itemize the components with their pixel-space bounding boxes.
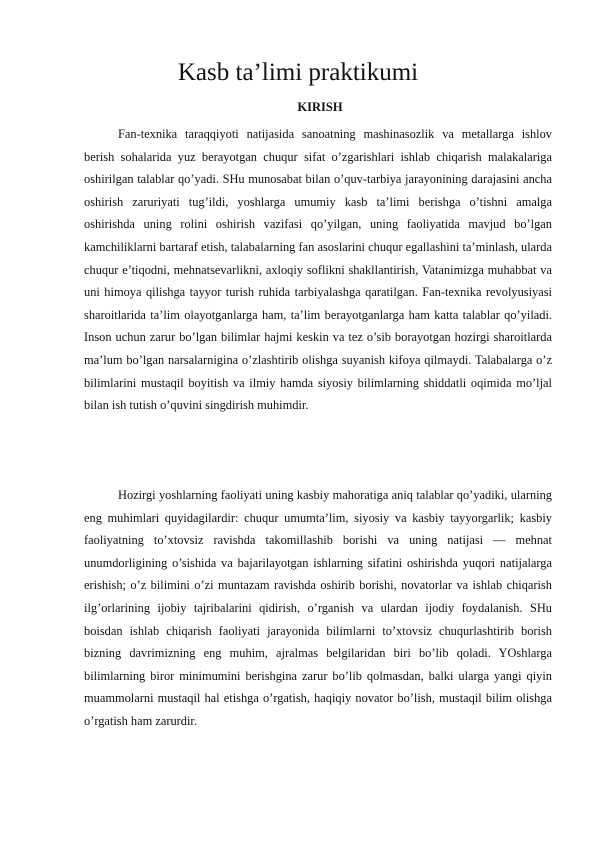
section-heading: KIRISH (297, 100, 343, 114)
document-title: Kasb ta’limi praktikumi (177, 59, 419, 86)
paragraph-1-text: Fan-texnika taraqqiyoti natijasida sanoatning mashinasozlik va metallarga ishlov berish sohalarida yuz berayotgan chuqur sifat o’zgarishlari ishlab chiqarish malakalariga oshirilgan talablar qo’yadi. SHu munosabat bilan o’quv-tarbiya jarayonining darajasini ancha oshirish zaruriyati tug’ildi, yoshlarga umumiy kasb ta’limi berishga o’tishni amalga oshirishda uning rolini oshirish vazifasi qo’yilgan, uning faoliyatida mavjud bo’lgan kamchiliklarni bartaraf etish, talabalarning fan asoslarini chuqur egallashini ta’minlash, ularda chuqur e’tiqodni, mehnatsevarlikni, axloqiy soflikni shakllantirish, Vatanimizga muhabbat va uni himoya qilishga tayyor turish ruhida tarbiyalashga qaratilgan. Fan-texnika revolyusiyasi sharoitlarida ta’lim olayotganlarga ham, ta’lim berayotganlarga ham katta talablar qo’yiladi. Inson uchun zarur bo’lgan bilimlar hajmi keskin va tez o’sib borayotgan hozirgi sharoitlarda ma’lum bo’lgan narsalarnigina o’zlashtirib olishga suyanish kifoya qilmaydi. Talabalarga o’z bilimlarini mustaqil boyitish va ilmiy hamda siyosiy bilimlarning shiddatli oqimida mo’ljal bilan ish tutish o’quvini singdirish muhimdir. (84, 127, 552, 413)
paragraph-2 (84, 484, 552, 733)
paragraph-2-text: Hozirgi yoshlarning faoliyati uning kasbiy mahoratiga aniq talablar qo’yadiki, ularning eng muhimlari quyidagilardir: chuqur umumta’lim, siyosiy va kasbiy tayyorgarlik; kasbiy faoliyatning to’xtovsiz ravishda takomillashib borishi va uning natijasi — mehnat unumdorligining o’sishida va bajarilayotgan ishlarning sifatini oshirishda yuqori natijalarga erishish; o’z bilimini o’zi muntazam ravishda oshirib borishi, novatorlar va ishlab chiqarish ilg’orlarining ijobiy tajribalarini qidirish, o’rganish va ulardan ijodiy foydalanish. SHu boisdan ishlab chiqarish faoliyati jarayonida bilimlarni to’xtovsiz chuqurlashtirib borish bizning davrimizning eng muhim, ajralmas belgilaridan biri bo’lib qoladi. YOshlarga bilimlarning biror minimumini berishgina zarur bo’lib qolmasdan, balki ularga yangi qiyin muammolarni mustaqil hal etishga o’rgatish, haqiqiy novator bo’lish, mustaqil bilim olishga o’rgatish ham zarurdir. (84, 488, 552, 728)
paragraph-1 (84, 123, 552, 417)
